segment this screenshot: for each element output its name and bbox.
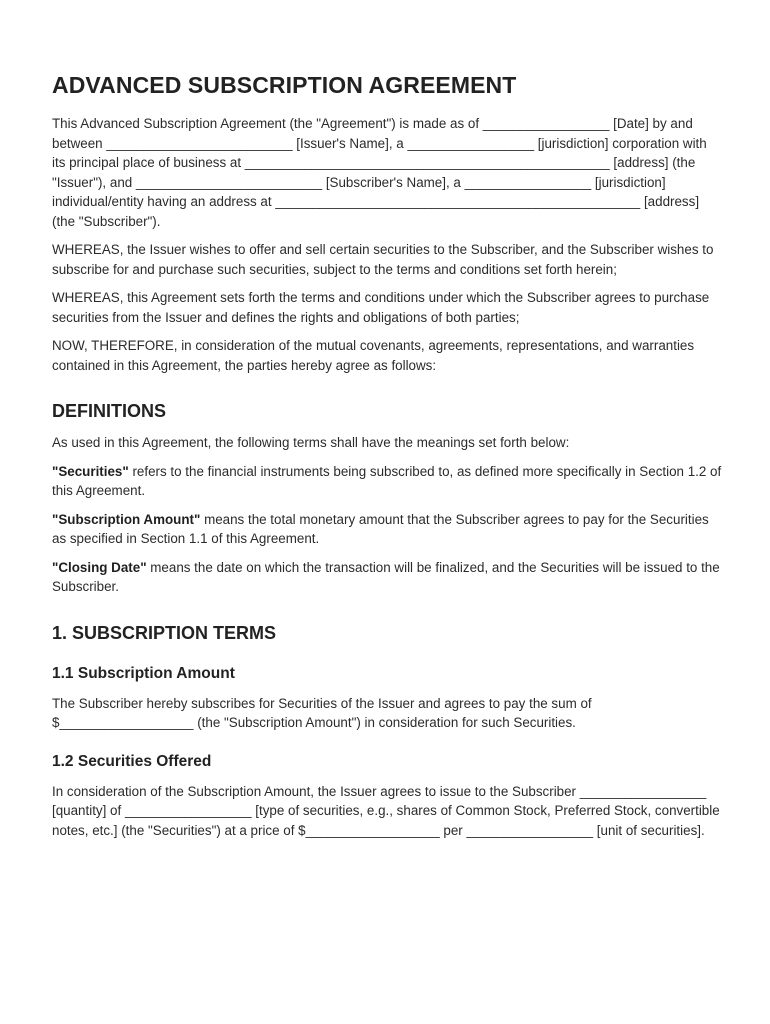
- whereas-paragraph-1: WHEREAS, the Issuer wishes to offer and sell certain securities to the Subscriber, and the Subscriber wishes to subscribe for and purchase such securities, subject to the terms and conditions set forth herein;: [52, 242, 714, 277]
- section-1-heading: 1. SUBSCRIPTION TERMS: [52, 622, 277, 643]
- section-1-1-text: The Subscriber hereby subscribes for Securities of the Issuer and agrees to pay the sum of $__________________ (the "Subscription Amount") in consideration for such Securities.: [52, 695, 592, 730]
- definition-text: means the date on which the transaction will be finalized, and the Securities will be issued to the Subscriber.: [52, 559, 720, 594]
- whereas-paragraph-2: WHEREAS, this Agreement sets forth the terms and conditions under which the Subscriber agrees to purchase securities from the Issuer and defines the rights and obligations of both parties;: [52, 290, 710, 325]
- section-1-2-text: In consideration of the Subscription Amount, the Issuer agrees to issue to the Subscriber _________________ [quantity] of _________________ [type of securities, e.g., shares of Common Stock, Preferred Stock, convertible notes, etc.] (the "Securities") at a price of $__________________ per _________________ [unit of securities].: [52, 783, 720, 838]
- definition-text: refers to the financial instruments being subscribed to, as defined more specifically in Section 1.2 of this Agreement.: [52, 463, 722, 498]
- definition-closing-date: [52, 558, 722, 597]
- intro-paragraph: This Advanced Subscription Agreement (the "Agreement") is made as of _________________ [Date] by and between _________________________ [Issuer's Name], a _________________ [jurisdiction] corporation with its principal place of business at _________________________________________________ [address] (the "Issuer"), and _________________________ [Subscriber's Name], a _________________ [jurisdiction] individual/entity having an address at _________________________________________________ [address] (the "Subscriber").: [52, 116, 707, 229]
- definition-term: "Closing Date": [52, 559, 147, 575]
- definition-text: means the total monetary amount that the Subscriber agrees to pay for the Securities as specified in Section 1.1 of this Agreement.: [52, 511, 709, 546]
- definition-subscription-amount: [52, 510, 722, 549]
- document-title: ADVANCED SUBSCRIPTION AGREEMENT: [52, 72, 517, 98]
- definition-term: "Securities": [52, 463, 129, 479]
- now-therefore-paragraph: NOW, THEREFORE, in consideration of the mutual covenants, agreements, representations, and warranties contained in this Agreement, the parties hereby agree as follows:: [52, 338, 695, 373]
- section-1-2-heading: 1.2 Securities Offered: [52, 752, 212, 770]
- definitions-heading: DEFINITIONS: [52, 401, 167, 421]
- definition-securities: [52, 462, 722, 501]
- definitions-intro: As used in this Agreement, the following terms shall have the meanings set forth below:: [52, 435, 570, 450]
- definition-term: "Subscription Amount": [52, 511, 201, 527]
- document-page: [52, 70, 722, 840]
- section-1-1-heading: 1.1 Subscription Amount: [52, 664, 235, 682]
